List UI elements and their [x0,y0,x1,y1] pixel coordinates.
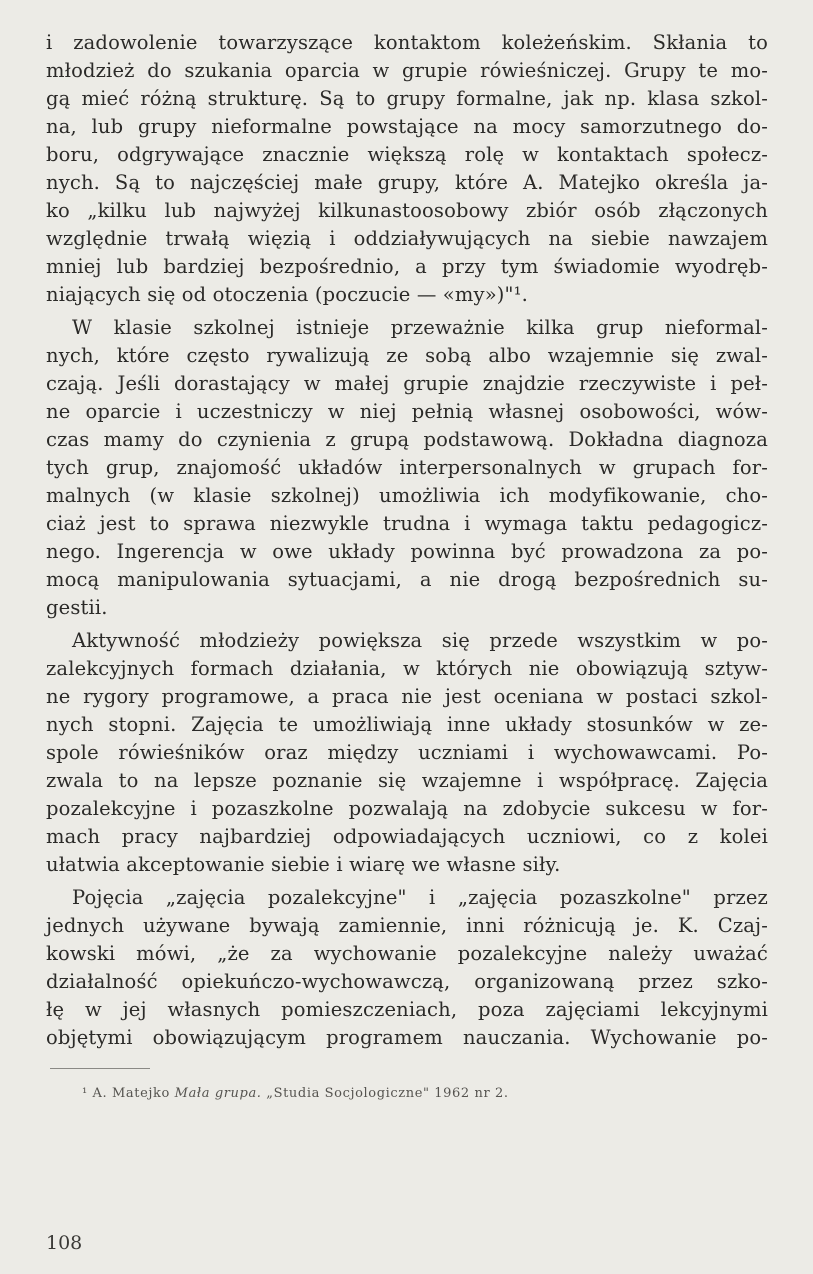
text-line: boru, odgrywające znacznie większą rolę w kontaktach społecz- [46,143,768,166]
text-line: mniej lub bardziej bezpośrednio, a przy tym świadomie wyodręb- [46,255,768,278]
text-line: Pojęcia „zajęcia pozalekcyjne" i „zajęcia pozaszkolne" przez [72,886,768,909]
text-line: ne rygory programowe, a praca nie jest oceniana w postaci szkol- [46,685,768,708]
text-line: zalekcyjnych formach działania, w których nie obowiązują sztyw- [46,657,768,680]
text-line: działalność opiekuńczo-wychowawczą, organizowaną przez szko- [46,970,768,993]
text-line: łę w jej własnych pomieszczeniach, poza zajęciami lekcyjnymi [46,998,768,1021]
footnote [82,1086,509,1102]
text-line: mach pracy najbardziej odpowiadających uczniowi, co z kolei [46,825,768,848]
text-line: nych stopni. Zajęcia te umożliwiają inne układy stosunków w ze- [46,713,768,736]
text-line: W klasie szkolnej istnieje przeważnie kilka grup nieformal- [72,316,768,339]
footnote-separator [50,1068,150,1069]
text-line: i zadowolenie towarzyszące kontaktom koleżeńskim. Skłania to [46,31,768,54]
text-line: tych grup, znajomość układów interpersonalnych w grupach for- [46,456,768,479]
text-line: czają. Jeśli dorastający w małej grupie znajdzie rzeczywiste i peł- [46,372,768,395]
text-line: ko „kilku lub najwyżej kilkunastoosobowy zbiór osób złączonych [46,199,768,222]
text-line: gestii. [46,596,108,619]
text-line: nego. Ingerencja w owe układy powinna być prowadzona za po- [46,540,768,563]
text-line: jednych używane bywają zamiennie, inni różnicują je. K. Czaj- [46,914,768,937]
text-line: ne oparcie i uczestniczy w niej pełnią własnej osobowości, wów- [46,400,768,423]
text-line: Aktywność młodzieży powiększa się przede wszystkim w po- [72,629,768,652]
text-line: gą mieć różną strukturę. Są to grupy formalne, jak np. klasa szkol- [46,87,768,110]
text-line: względnie trwałą więzią i oddziaływujących na siebie nawzajem [46,227,768,250]
footnote-title: Mała grupa. [174,1086,262,1101]
text-line: niających się od otoczenia (poczucie — «my»)"¹. [46,283,528,306]
text-line: nych. Są to najczęściej małe grupy, które A. Matejko określa ja- [46,171,768,194]
text-line: na, lub grupy nieformalne powstające na mocy samorzutnego do- [46,115,768,138]
page-number: 108 [46,1232,83,1254]
footnote-marker: ¹ [82,1086,88,1101]
text-line: czas mamy do czynienia z grupą podstawową. Dokładna diagnoza [46,428,768,451]
text-line: ciaż jest to sprawa niezwykle trudna i wymaga taktu pedagogicz- [46,512,768,535]
text-line: młodzież do szukania oparcia w grupie rówieśniczej. Grupy te mo- [46,59,768,82]
text-line: kowski mówi, „że za wychowanie pozalekcyjne należy uważać [46,942,768,965]
footnote-source: „Studia Socjologiczne" 1962 nr 2. [266,1086,509,1101]
text-line: nych, które często rywalizują ze sobą albo wzajemnie się zwal- [46,344,768,367]
text-line: zwala to na lepsze poznanie się wzajemne i współpracę. Zajęcia [46,769,768,792]
text-line: ułatwia akceptowanie siebie i wiarę we własne siły. [46,853,561,876]
text-line: mocą manipulowania sytuacjami, a nie drogą bezpośrednich su- [46,568,768,591]
text-line: pozalekcyjne i pozaszkolne pozwalają na zdobycie sukcesu w for- [46,797,768,820]
text-line: spole rówieśników oraz między uczniami i wychowawcami. Po- [46,741,768,764]
text-line: malnych (w klasie szkolnej) umożliwia ich modyfikowanie, cho- [46,484,768,507]
text-line: objętymi obowiązującym programem nauczania. Wychowanie po- [46,1026,768,1049]
footnote-author: A. Matejko [92,1086,170,1101]
